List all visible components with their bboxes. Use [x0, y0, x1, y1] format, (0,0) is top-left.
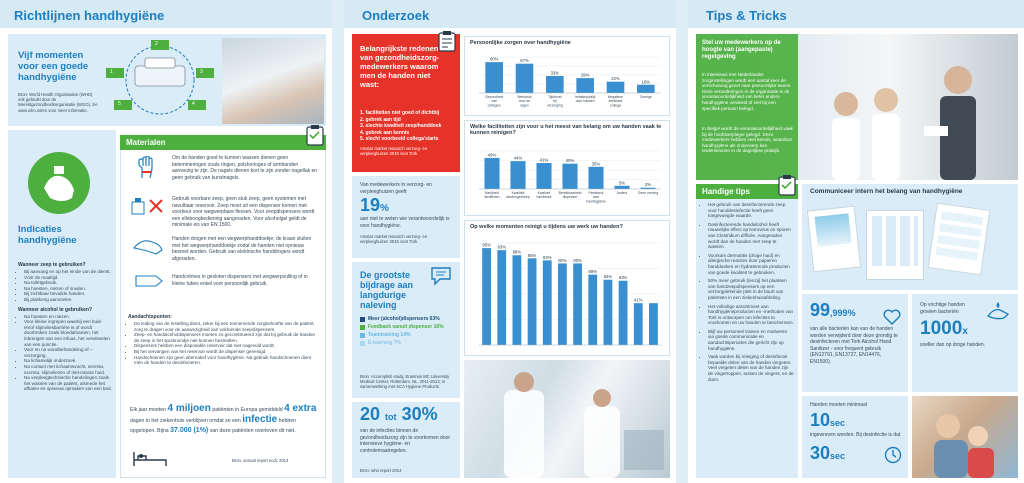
category-label: van	[491, 99, 497, 104]
data-label: 35%	[591, 161, 601, 167]
category-label: Negatieve	[607, 95, 624, 99]
bar	[546, 76, 564, 93]
stat2030-number	[360, 404, 438, 425]
poster-graphic	[872, 216, 918, 266]
page-tips	[688, 0, 1024, 483]
poster-1	[807, 206, 861, 273]
data-label: 85%	[527, 252, 537, 258]
stat1000-x: x	[962, 326, 968, 337]
stat19-number	[360, 195, 389, 216]
moment-label-3: 3	[200, 69, 203, 75]
bar	[485, 62, 503, 93]
data-label: 93%	[497, 244, 506, 250]
poster-2	[866, 210, 924, 280]
family-figure-icon	[912, 396, 1018, 478]
greenbox-p1: In interviews met Nederlandse zorginstellingen wordt een aantal keer de verschuiving gezet naar persoonlijke teams. Deze veranderingen in de organisatie is de verantwoordelijkheid van beter andere handhygiëne verdeeld of niet bij een specifiek persoon belegd.	[702, 72, 792, 111]
bar	[588, 275, 597, 345]
list-item: • Na hoesten, niezen of snuiten.	[24, 286, 112, 292]
stat19-intro: Van medewerkers in verzorg- en verpleeghuizen geeft	[360, 182, 432, 195]
bar	[637, 85, 655, 93]
category-label: Irritatie/pijnlijk	[574, 95, 596, 99]
list-item: • 50% meer gebruik (tenzij) het plaatsen van handzeepdispensers op een verzorgplekende plek in de buurt van patiënten in een ziekenhuisafdeling.	[708, 278, 794, 300]
list-item: • Vaak worden bij reiniging of desinfectie bepaalde delen van de handen vergeten. Veel vergeten delen van de handen zijn de vingertoppen, tussen de vingers, en de duim.	[708, 354, 794, 382]
category-label: eigen	[520, 103, 529, 108]
data-label: 49%	[487, 152, 497, 158]
list-item: • Voorkom dermatitis (droge huid) en allergische reacties door papieren handdoeken en hydraterende producten van goede kwaliteit te gebruiken.	[708, 253, 794, 275]
cream-tube-icon	[134, 272, 164, 290]
list-item: 4. gebrek aan kennis	[360, 129, 410, 136]
stat2030-mid: tot	[385, 412, 397, 422]
alcohol-title: Wanneer alcohol te gebruiken?	[18, 306, 92, 313]
category-label: over	[592, 195, 600, 200]
category-label: Nabijheid	[484, 191, 500, 195]
bijdrage-title: De grootste bijdrage aan langdurige naleving	[360, 270, 414, 310]
stat19-big: 19	[360, 195, 381, 215]
bar	[536, 163, 551, 189]
hand-rings-icon	[136, 156, 158, 180]
page-richtlijnen	[0, 0, 332, 483]
five-moments-source: Bron: World Health Organisation (WHO) ook gebruikt door de Wereldgezondheidsorganisatie (WGO), zie www.who.int/en voor meer informatie.	[18, 92, 98, 113]
legend-row	[360, 332, 458, 338]
category-label: handdoek	[536, 195, 552, 200]
data-label: 33%	[550, 70, 560, 76]
legend-label: Teamtraining 14%	[368, 332, 411, 338]
data-label: 16%	[641, 79, 651, 85]
legend-swatch	[360, 341, 365, 346]
data-label: 22%	[611, 76, 620, 82]
poster-graphic	[815, 213, 852, 246]
bar	[607, 82, 625, 93]
tips-list	[702, 202, 794, 382]
stattime-number-2	[810, 443, 845, 464]
category-label: feedback	[608, 99, 623, 104]
legend-swatch	[360, 317, 365, 322]
category-label: verzorging	[546, 103, 563, 108]
bar	[558, 263, 567, 345]
chart-title: Op welke momenten reinigt u tijdens uw werk uw handen?	[470, 224, 623, 230]
handwash-icon	[28, 152, 90, 214]
chart-title: Persoonlijke zorgen over handhygiëne	[470, 40, 571, 46]
stat1000-big: 1000	[920, 318, 963, 339]
stattime-intro: Handen moeten minimaal	[810, 402, 867, 408]
stattime-unit1: sec	[830, 418, 846, 428]
data-label: 83%	[543, 254, 552, 260]
stat2030-big1: 20	[360, 404, 381, 424]
clipboard-icon	[778, 174, 796, 196]
list-item: • Blijf uw personeel trainen en motiveren via goede communicatie en aandachtsperiodes die gericht zijn op handhygiëne.	[708, 329, 794, 351]
category-label: Kwaliteit	[537, 191, 551, 195]
category-label: Feedback	[588, 191, 604, 195]
category-label: Anders	[616, 191, 628, 195]
page-title: Richtlijnen handhygiëne	[14, 8, 165, 23]
list-item: • Handschoenen zijn geen alternatief voor handhygiëne. Na gebruik handschoenen dient men de handen te desinfecteren.	[134, 355, 320, 366]
mother-child-photo	[912, 396, 1018, 478]
towel-hand-icon	[132, 234, 164, 256]
indicaties-heading: Indicaties handhygiëne	[18, 224, 77, 246]
stattime-big1: 10	[810, 410, 831, 430]
data-label: 63%	[618, 275, 628, 281]
category-label: handhygiëne	[586, 199, 606, 204]
bar	[614, 186, 629, 189]
data-label: 44%	[513, 155, 523, 161]
stat-number: infectie	[242, 414, 278, 425]
category-label: Geen mening	[637, 191, 659, 195]
clipboard-icon	[306, 124, 324, 146]
list-item: 3. slechte kwaliteit zeep/handdoek	[360, 123, 442, 129]
page-title: Tips & Tricks	[706, 8, 787, 23]
bar	[619, 281, 628, 345]
category-label: dispenser	[562, 195, 578, 200]
stat99-pct: %	[847, 308, 856, 318]
aandacht-title: Aandachtspunten:	[128, 314, 172, 320]
bar	[528, 258, 537, 345]
legend-label: E-learning 7%	[368, 340, 402, 346]
data-label: 69%	[588, 269, 597, 275]
stat-number: 4 extra	[284, 403, 317, 414]
materialen-item-1: Om de handen goed te kunnen wassen dienen geen belemmeringen zoals ringen, polshorloges of armbanden aanwezig te zijn. De nagels dienen kort te zijn zonder nagellak en geen gebruik van kunstnagels.	[172, 155, 318, 181]
moment-label-2: 2	[155, 41, 158, 47]
data-label: 5%	[618, 180, 626, 186]
list-item: • Bij plakkerig aanvoelen.	[24, 297, 112, 303]
stat-text: hebben opgelopen. Bijna	[130, 418, 296, 434]
stat-number: 4 miljoen	[167, 403, 211, 414]
bar	[543, 260, 552, 345]
stattime-unit2: sec	[830, 451, 846, 461]
chart-faciliteiten	[464, 120, 670, 216]
list-item: • Dispensers hebben een disposable reservoir dat niet nagevuld wordt.	[134, 343, 320, 349]
stat-text: Elk jaar moeten	[130, 407, 167, 413]
category-label: collega	[610, 103, 621, 108]
list-item: • Bij het vervangen van het reservoir wordt de dispenser gereinigd.	[134, 349, 320, 355]
page-onderzoek	[344, 0, 676, 483]
category-label: Overige	[639, 95, 652, 99]
data-label: 60%	[489, 56, 499, 62]
greenbox-title: Stel uw medewerkers op de hoogte van (aangepaste) regelgeving	[702, 40, 781, 61]
doctors-photo	[464, 360, 670, 478]
chart-momenten	[464, 220, 670, 356]
data-label: 88%	[512, 249, 522, 255]
list-item: 2. gebrek aan tijd	[360, 116, 401, 123]
bijdrage-legend	[360, 316, 458, 348]
list-item: 1. faciliteiten niet goed of dichtbij	[360, 110, 440, 116]
data-label: 29%	[580, 72, 590, 78]
list-item: 5. slecht voorbeeld collega's/arts	[360, 136, 439, 142]
doctors-figure-icon	[464, 360, 670, 478]
list-item: • Desinfecterende handalcohol heeft nauwelijks effect op Norovirus en sporen van Clostridium difficile. Aangeraden wordt dan de handen met zeep te wassen.	[708, 222, 794, 250]
nurse-patient-photo	[222, 38, 324, 124]
poster-graphic	[936, 209, 984, 260]
stat19-source: Amstar market research verzorg- en verpleeghuizen 2015 voor Tork	[360, 234, 428, 245]
list-item: • Bij zichtbaar bevuilde handen.	[24, 291, 112, 297]
stat1000-text: sneller dan op droge handen.	[920, 342, 986, 348]
stat99-dec: ,999	[830, 308, 848, 318]
greenbox-p2: In België wordt de verantwoordelijkheid vaak bij de hoofdverpleger gelegd. Deze medewerkers hebben veel kennis, waardoor handhygiëne als onderwerp kan ondersteunen in de dagelijkse praktijk.	[702, 126, 793, 154]
data-label: 2%	[644, 182, 652, 188]
materialen-header: Materialen	[120, 135, 326, 150]
speech-bubble-icon	[430, 266, 452, 286]
list-item: • Zeep- en handalcoholdispensers moeten zo geconstrueerd zijn dat bij gebruik de handen de zeep in het spuitmondje niet kunnen besmetten.	[134, 332, 320, 343]
bar	[588, 167, 603, 189]
redbox-source: Amstar market research verzorg- en verpleeghuizen 2015 voor Tork	[360, 145, 428, 156]
category-label: Bereikbaarheid	[558, 191, 582, 195]
five-moments-heading: Vijf momenten voor een goede handhygiëne	[18, 50, 89, 83]
bar	[576, 78, 594, 93]
bar	[604, 280, 613, 345]
category-label: voor de	[518, 99, 531, 104]
bar-chart-svg	[465, 233, 669, 357]
category-label: alcoholgel/zeep	[506, 195, 530, 200]
data-label: 80%	[573, 257, 582, 263]
stattime-big2: 30	[810, 443, 831, 463]
zeep-list	[18, 262, 112, 392]
category-label: Tijd/inzet	[548, 95, 562, 99]
list-item: • Het volledige assortiment aan handhygiëneproducten en -methoden van Tork is ontworpen om infecties te voorkomen en uw handen te beschermen.	[708, 304, 794, 326]
list-item: • Het gebruik van desinfecterende zeep voor handdesinfectie heeft geen toegevoegde waarde.	[708, 202, 794, 219]
infection-stat	[130, 404, 320, 436]
stat1000-number	[920, 318, 968, 340]
stattime-number-1	[810, 410, 845, 431]
list-item: • De leiding van de instelling dient, zeker bij een toenemende zorgbehoefte van de patiënt, zorg te dragen voor de aanwezigheid van voldoende zeepdispensers.	[134, 321, 320, 332]
list-item: • Na verpleegtechnische handelingen zoals het wassen van de patiënt, alsmede het afhalen en opnieuw opmaken van een bed.	[24, 375, 112, 392]
hand-drop-icon	[986, 300, 1010, 322]
stat99-big: 99	[810, 300, 831, 320]
aandachtspunten	[128, 314, 320, 366]
stat19-pct: %	[380, 203, 389, 214]
list-item: • Na contact met lichaamsvocht, secreta, excreta, slijmvliezen of niet-intacte huid.	[24, 364, 112, 375]
category-label: bij	[553, 99, 557, 104]
legend-row	[360, 316, 458, 322]
redbox-title: Belangrijkste redenen van gezondheidszorg-medewerkers waarom men de handen niet wast:	[360, 44, 440, 89]
category-label: Gezondheid	[485, 95, 504, 99]
hospital-bed-icon	[132, 448, 168, 468]
moment-label-1: 1	[110, 69, 113, 75]
list-item: • Na toiletgebruik.	[24, 280, 112, 286]
bar	[649, 303, 658, 345]
bar	[482, 248, 491, 345]
stat2030-source: Bron: who report 2014	[360, 468, 402, 473]
legend-row	[360, 324, 458, 330]
materialen-item-4: Handcrèmes in gesloten dispensers met wegwerpvulling of in kleine tubes enkel voor persoonlijk gebruik.	[172, 274, 308, 287]
stat19-text: aan niet te weten wie verantwoordelijk is voor handhygiëne.	[360, 216, 450, 229]
bar	[634, 303, 643, 345]
moment-label-5: 5	[118, 101, 121, 107]
stat-text: patiënten in Europa gemiddeld	[212, 407, 283, 413]
bar	[510, 161, 525, 189]
soap-x-icon	[130, 196, 166, 216]
bar	[484, 158, 499, 189]
stattime-mid: ingewreven worden. Bij desinfectie is dat	[810, 432, 901, 438]
data-label: 57%	[520, 58, 529, 64]
stat-text: van deze patiënten overleven dit niet.	[209, 428, 296, 434]
moment-label-4: 4	[192, 101, 195, 107]
category-label: Kwaliteit	[511, 191, 525, 195]
data-label: 95%	[482, 242, 491, 248]
ecdc-source: Bron: annual report ecdc 2013	[232, 458, 289, 463]
stat2030-text: van de infecties binnen de gezondheidszorg zijn te voorkomen door intensieve hygiëne- en controlemaatregelen.	[360, 428, 451, 454]
list-item: • Voor kleine ingrepen waarbij een huid- en/of slijmvliesbarrière is of wordt doorbroken zoals bloedafnamen, het inbrengen van een infuus, het verwisselen van een punctie.	[24, 319, 112, 347]
legend-swatch	[360, 325, 365, 330]
data-label: 64%	[603, 274, 613, 280]
clock-icon	[884, 446, 902, 464]
bijdrage-source: Bron: Accomplish study, Erasmus MC University Medical Center, Rotterdam, NL, 2011-2013; in samenwerking met SCA Hygiene Products	[360, 374, 450, 390]
bar	[562, 164, 577, 189]
stat2030-big2: 30%	[401, 404, 438, 424]
zeep-title: Wanneer zeep te gebruiken?	[18, 262, 86, 268]
category-label: door handen	[575, 99, 595, 104]
bar	[516, 64, 534, 93]
redbox-list	[360, 110, 456, 156]
materialen-item-2: Gebruik voorbare zeep, geen stuk zeep, geen systemen met navulbaar reservoir. Zeep moet uit een dispenser komen met voorkeur voor wegwerpbare flessen. Voor zeepdispensers wordt een elleboogbediening aangeraden. Voor alcoholgel geldt de minimale eis van EN 1500.	[172, 196, 315, 228]
list-item: • Na lichamelijk onderzoek.	[24, 358, 112, 364]
list-item: • Bij aanvang en op het einde van de dienst.	[24, 269, 112, 275]
data-label: 41%	[634, 297, 643, 303]
bar	[497, 250, 506, 345]
list-item: • Vóór de maaltijd.	[24, 275, 112, 281]
tips-header: Handige tips	[696, 184, 798, 199]
bar-chart-svg	[465, 47, 669, 117]
stat-text: dagen in het ziekenhuis verblijven omdat ze een	[130, 418, 241, 424]
heart-icon	[882, 308, 902, 326]
five-moments-diagram	[100, 38, 220, 122]
clipboard-icon	[438, 30, 456, 52]
data-label: 40%	[565, 158, 575, 164]
stat1000-intro: Op vochtige handen groeien bacteriën	[920, 302, 965, 315]
materialen-item-3: Handen drogen met een wegwerphanddoekje; de kraan sluiten met het wegwerphanddoekje zodat de handen niet opnieuw besmet worden. Gebruik van elektrische handdrogers wordt afgeraden.	[172, 236, 312, 262]
stat99-number	[810, 300, 856, 321]
stat99-text: van alle bacteriën kan van de handen worden verwijderd door deze grondig te desinfecteren met Tork Alcohol Hand Sanitizer - voor frequent gebruik (EN12791, EN13727, EN14476, EN1500).	[810, 326, 898, 365]
bar	[573, 263, 582, 345]
legend-row	[360, 340, 458, 346]
poster-3	[928, 203, 991, 276]
chart-persoonlijke-zorgen	[464, 36, 670, 116]
list-item: • Na hoesten en niezen.	[24, 314, 112, 320]
communiceer-header: Communiceer intern het belang van handhygiëne	[810, 188, 963, 195]
legend-label: Feedback vanuit dispenser 16%	[368, 324, 444, 330]
data-label: 41%	[539, 157, 549, 163]
list-item: • Voor en na wondbehandeling of –verzorging.	[24, 347, 112, 358]
data-label: 80%	[558, 257, 567, 263]
page-title: Onderzoek	[362, 8, 430, 23]
bar-chart-svg	[465, 137, 669, 217]
stat-number: 37.000 (1%)	[170, 427, 209, 434]
category-label: Werkdruk	[517, 95, 532, 99]
category-label: collega's	[487, 103, 501, 108]
chart-title: Welke faciliteiten zijn voor u het meest van belang om uw handen vaak te kunnen reinigen?	[470, 124, 662, 136]
category-label: faciliteiten	[484, 195, 500, 200]
bar	[513, 255, 522, 345]
legend-label: Meer (alcohol)dispensers 63%	[368, 316, 440, 322]
legend-swatch	[360, 333, 365, 338]
